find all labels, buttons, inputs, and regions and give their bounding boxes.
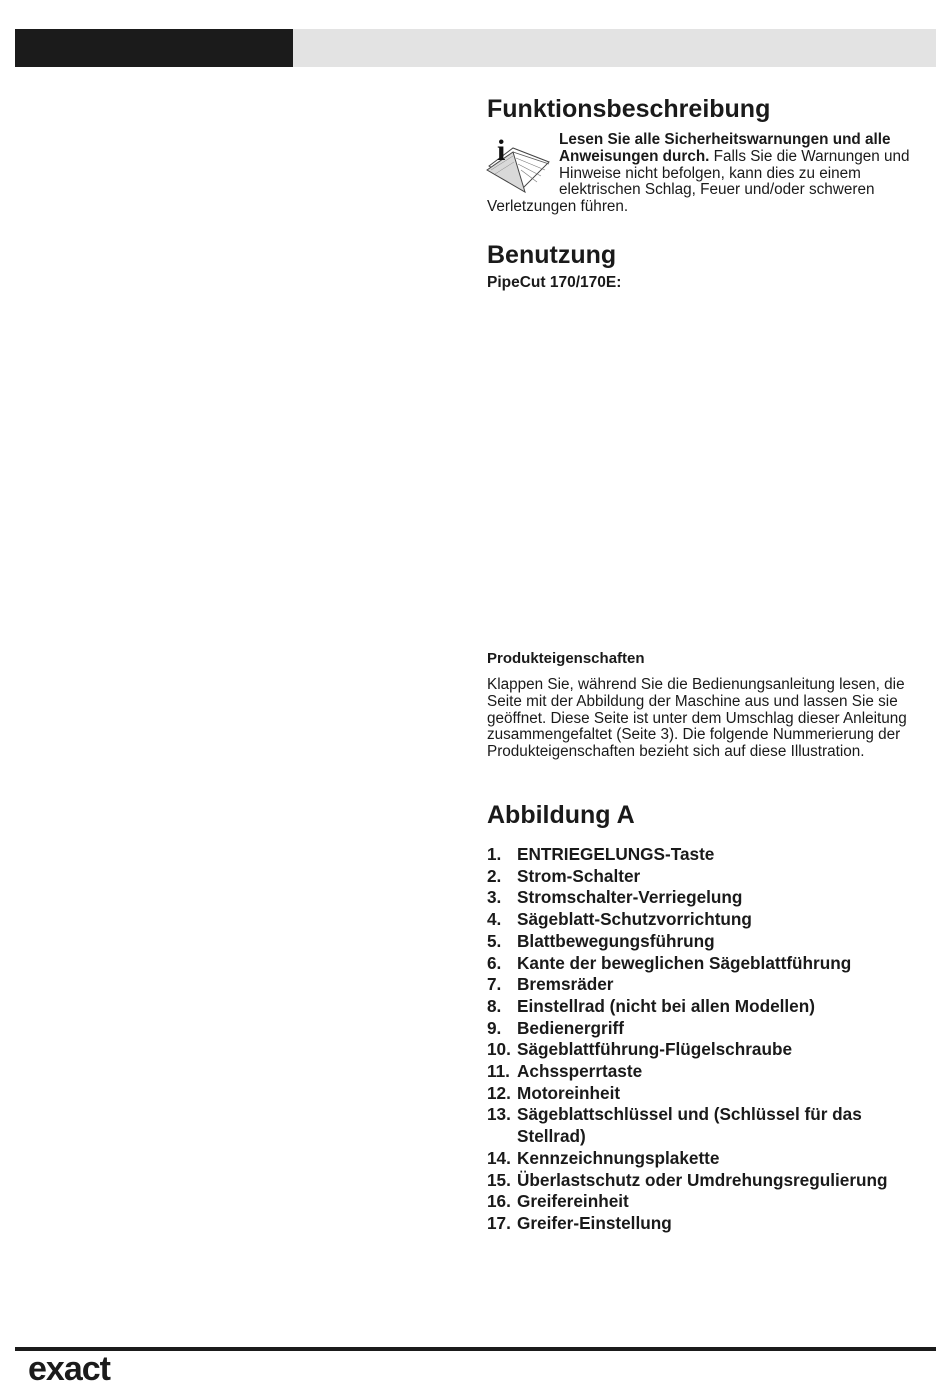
warning-text: Falls Sie die Warnungen und Hinweise nicht befolgen, kann dies zu einem elektrischen Schlag, Feuer und/oder schweren Verletzungen führen. [487,147,910,216]
exact-logo: exact [28,1350,110,1388]
feature-label: Bedienergriff [517,1017,624,1038]
feature-list-item [487,887,917,909]
model-name: PipeCut 170/170E: [487,274,622,291]
feature-label: Kennzeichnungsplakette [517,1147,720,1168]
feature-label: Blattbewegungsführung [517,930,715,951]
section-funktionsbeschreibung [487,94,917,216]
section-title-funktionsbeschreibung: Funktionsbeschreibung [487,95,771,123]
feature-number: 9. [487,1017,502,1038]
feature-label: Sägeblatt-Schutzvorrichtung [517,909,752,930]
feature-number: 4. [487,909,502,930]
feature-number: 17. [487,1212,511,1233]
section-produkteigenschaften [487,650,917,761]
feature-list-item [487,953,917,975]
feature-label: Sägeblattführung-Flügelschraube [517,1039,793,1060]
section-title-abbildung: Abbildung A [487,801,635,829]
feature-number: 6. [487,952,502,973]
feature-list-item [487,866,917,888]
feature-number: 7. [487,974,502,995]
feature-label: Kante der beweglichen Sägeblattführung [517,952,852,973]
feature-list-item [487,1061,917,1083]
feature-list-item [487,1018,917,1040]
feature-number: 3. [487,887,502,908]
section-benutzung [487,240,917,292]
feature-number: 8. [487,995,502,1016]
header-bar [15,29,936,67]
feature-number: 16. [487,1191,511,1212]
feature-list-item [487,974,917,996]
feature-list-item [487,931,917,953]
header-black-block [15,29,293,67]
feature-number: 13. [487,1104,511,1125]
feature-label: Strom-Schalter [517,865,641,886]
feature-label: Greifer-Einstellung [517,1212,672,1233]
feature-label: Sägeblattschlüssel und (Schlüssel für das Stellrad) [517,1104,862,1147]
section-title-produkteigenschaften: Produkteigenschaften [487,650,645,667]
feature-list-item [487,844,917,866]
feature-number: 14. [487,1147,511,1168]
feature-list-item [487,1148,917,1170]
feature-list-item [487,909,917,931]
feature-number: 2. [487,865,502,886]
feature-label: Achssperrtaste [517,1061,643,1082]
feature-number: 15. [487,1169,511,1190]
feature-label: ENTRIEGELUNGS-Taste [517,844,715,864]
feature-list-item [487,1191,917,1213]
feature-list-item [487,1170,917,1192]
section-title-benutzung: Benutzung [487,241,617,269]
feature-number: 5. [487,930,502,951]
feature-number: 1. [487,844,502,864]
feature-number: 10. [487,1039,511,1060]
section-abbildung-a [487,800,917,1235]
feature-list-item [487,1083,917,1105]
feature-label: Greifereinheit [517,1191,629,1212]
feature-list-item [487,1213,917,1235]
feature-label: Einstellrad (nicht bei allen Modellen) [517,995,815,1016]
warning-bold-text: Lesen Sie alle Sicherheitswarnungen und alle Anweisungen durch. [559,131,891,165]
feature-label: Motoreinheit [517,1082,621,1103]
feature-number: 12. [487,1082,511,1103]
feature-number: 11. [487,1061,510,1082]
feature-list-item [487,996,917,1018]
produkt-text: Klappen Sie, während Sie die Bedienungsanleitung lesen, die Seite mit der Abbildung der Maschine aus und lassen Sie sie geöffnet. Diese Seite ist unter dem Umschlag dieser Anleitung zusammengefaltet (Seite 3). Die folgende Nummerierung der Produkteigenschaften bezieht sich auf diese Illustration. [487,676,907,761]
feature-label: Bremsräder [517,974,614,995]
feature-label: Stromschalter-Verriegelung [517,887,743,908]
footer-rule [15,1347,936,1351]
feature-label: Überlastschutz oder Umdrehungsregulierung [517,1169,888,1190]
feature-list-item [487,1039,917,1061]
svg-text:i: i [497,134,506,167]
safety-warning [487,132,917,216]
info-book-icon [483,128,557,194]
feature-list [487,844,917,1235]
feature-list-item [487,1104,917,1147]
